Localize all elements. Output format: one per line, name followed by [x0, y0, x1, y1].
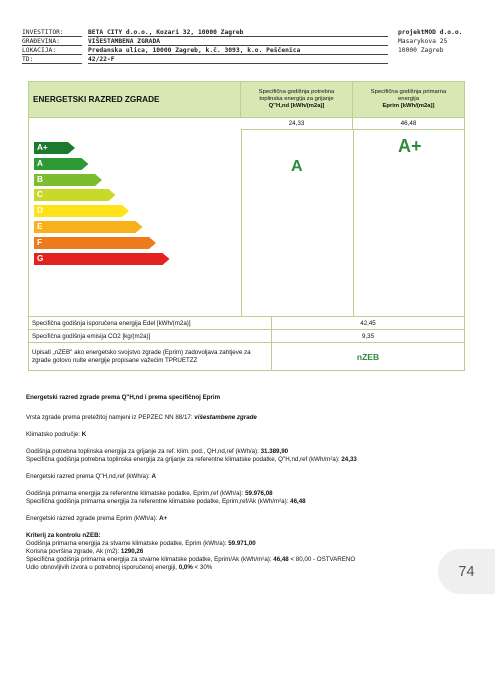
header-label-td: TD:	[22, 55, 82, 64]
climate-label: Klimatsko područje:	[26, 431, 82, 438]
primary-class-indicator: A+	[398, 136, 422, 156]
certificate-title: ENERGETSKI RAZRED ZGRADE	[29, 82, 241, 118]
qh-line-2-value: 24,33	[341, 456, 357, 463]
energy-class-bar-label: B	[37, 174, 43, 184]
criteria-line-3-suffix: < 80,00 - OSTVARENO	[288, 556, 356, 563]
section-heading: Energetski razred zgrade prema Q''H,nd i prema specifičnoj Eprim	[26, 394, 221, 401]
climate-value: K	[81, 431, 87, 438]
delivered-energy-value: 42,45	[360, 319, 376, 327]
heating-demand-header	[241, 82, 353, 118]
energy-class-bar-label: G	[37, 253, 44, 263]
criteria-line-1-value: 59.971,00	[228, 540, 256, 547]
class-ep-label: Energetski razred zgrade prema Eprim (kWh/a):	[26, 515, 160, 522]
nzeb-label: Upisati „nZEB" ako energetsko svojstvo zgrade (Eprim) zadovoljava zahtjeve za zgrade gotovo nulte energije propisane važećim TPRUETZZ	[29, 343, 272, 370]
header-value-investor: BETA CITY d.o.o., Kozari 32, 10000 Zagreb	[88, 28, 388, 37]
criteria-line-2	[26, 548, 456, 556]
criteria-line-2-value: 1290,26	[120, 548, 144, 555]
header-values	[88, 28, 388, 64]
qh-line-1-label: Godišnja potrebna toplinska energija za grijanje za ref. klim. pod., QH,nd,ref (kWh/a):	[26, 448, 261, 455]
ep-line-2	[26, 498, 456, 506]
energy-class-bar-g	[34, 253, 171, 265]
column-divider-1	[241, 130, 242, 316]
qh-line-1-value: 31.389,90	[260, 448, 289, 455]
header-label-location: LOKACIJA:	[22, 46, 82, 55]
heating-demand-header-line1: Specifična godišnja potrebna	[258, 88, 335, 95]
heating-demand-block	[26, 448, 456, 464]
energy-class-bar-label: D	[37, 206, 43, 216]
primary-energy-header-line3: Eprim [kWh/(m2a)]	[382, 103, 435, 110]
header-label-investor: INVESTITOR:	[22, 28, 82, 37]
class-ep-line	[26, 515, 456, 523]
class-qh-line	[26, 473, 456, 481]
purpose-value: višestambene zgrade	[194, 414, 257, 421]
climate-zone-line	[26, 431, 456, 439]
heating-class-indicator: A	[291, 158, 303, 175]
ep-line-1-label: Godišnja primarna energija za referentne klimatske podatke, Eprim,ref (kWh/a):	[26, 490, 246, 497]
page-number: 74	[438, 549, 495, 594]
header-value-td: 42/22-F	[88, 55, 388, 64]
energy-certificate	[28, 81, 465, 371]
company-street: Masarykova 25	[398, 38, 448, 45]
ep-line-1-value: 59.976,08	[245, 490, 273, 497]
energy-class-bar-label: E	[37, 222, 43, 231]
criteria-line-1-label: Godišnja primarna energija za stvarne klimatske podatke, Eprim (kWh/a):	[26, 540, 229, 547]
nzeb-criteria-block	[26, 532, 456, 572]
company-name: projektMOD d.o.o.	[398, 29, 463, 36]
header-label-building: GRAĐEVINA:	[22, 37, 82, 46]
qh-line-2-label: Specifična godišnja potrebna toplinska energija za grijanje za referentne klimatske podatke, Q''H,nd,ref (kWh/m²a):	[26, 456, 342, 463]
co2-emission-label: Specifična godišnja emisija CO2 [kg/(m2a)]	[29, 330, 272, 342]
criteria-line-3-value: 46,48	[273, 556, 289, 563]
co2-emission-row	[29, 329, 464, 342]
qh-line-2	[26, 456, 456, 464]
energy-class-bar-a	[34, 158, 90, 170]
criteria-heading: Kriterij za kontrolu nZEB:	[26, 532, 101, 539]
column-divider-2	[353, 130, 354, 316]
energy-class-bar-c	[34, 189, 117, 201]
header-value-location: Predanska ulica, 10000 Zagreb, k.č. 3093, k.o. Peščenica	[88, 46, 388, 55]
ep-line-1	[26, 490, 456, 498]
criteria-line-4	[26, 564, 456, 572]
heating-demand-header-line2: toplinska energija za grijanje	[259, 95, 334, 102]
ep-line-2-value: 46,48	[290, 498, 306, 505]
criteria-line-1	[26, 540, 456, 548]
nzeb-value: nZEB	[356, 351, 380, 362]
company-city: 10000 Zagreb	[398, 47, 444, 54]
building-purpose-line	[26, 414, 456, 422]
energy-class-scale	[34, 142, 214, 272]
purpose-label: Vrsta zgrade prema pretežitoj namjeni iz PEPZEC NN 88/17:	[26, 414, 195, 421]
criteria-line-4-value: 0,0%	[178, 564, 193, 571]
criteria-line-4-suffix: < 30%	[192, 564, 213, 571]
criteria-line-4-label: Udio obnovljivih izvora u potrebnoj isporučenoj energiji,	[26, 564, 179, 571]
class-ep-value: A+	[159, 515, 168, 522]
header-company	[398, 28, 490, 55]
calculation-text	[26, 394, 456, 572]
criteria-line-2-label: Korisna površina zgrade, Ak (m2):	[26, 548, 121, 555]
nzeb-row	[29, 342, 464, 370]
primary-energy-block	[26, 490, 456, 506]
energy-class-bar-label: A+	[37, 143, 48, 152]
primary-energy-header-line1: Specifična godišnja primarna	[370, 88, 447, 95]
energy-class-bar-d	[34, 205, 130, 217]
delivered-energy-label: Specifična godišnja isporučena energija Edel [kWh/(m2a)]	[29, 317, 272, 329]
qh-line-1	[26, 448, 456, 456]
energy-class-bar-label: A	[37, 158, 43, 168]
energy-class-bar-label: F	[37, 237, 43, 247]
header-labels	[22, 28, 82, 64]
co2-emission-value: 9,35	[361, 332, 375, 340]
energy-class-bar-label: C	[37, 190, 43, 200]
primary-energy-header	[353, 82, 464, 118]
class-qh-label: Energetski razred prema Q''H,nd,ref (kWh/a):	[26, 473, 152, 480]
criteria-line-3-label: Specifična godišnja primarna energija za stvarne klimatske podatke, Eprim/Ak (kWh/m²a):	[26, 556, 274, 563]
delivered-energy-row	[29, 316, 464, 329]
criteria-line-3	[26, 556, 456, 564]
ep-line-2-label: Specifična godišnja primarna energija za referentne klimatske podatke, Eprim,ref/Ak (kWh/m²a):	[26, 498, 291, 505]
heating-demand-header-line3: Q''H,nd [kWh/(m2a)]	[268, 103, 325, 110]
energy-class-bar-b	[34, 174, 103, 186]
class-qh-value: A	[151, 473, 156, 480]
primary-energy-value: 46,48	[353, 118, 464, 130]
energy-class-bar-a-plus	[34, 142, 76, 154]
energy-class-bar-f	[34, 237, 157, 249]
primary-energy-header-line2: energija	[398, 95, 419, 102]
energy-class-bar-e	[34, 221, 144, 233]
header-value-building: VIŠESTAMBENA ZGRADA	[88, 37, 388, 46]
heating-demand-value: 24,33	[241, 118, 353, 130]
